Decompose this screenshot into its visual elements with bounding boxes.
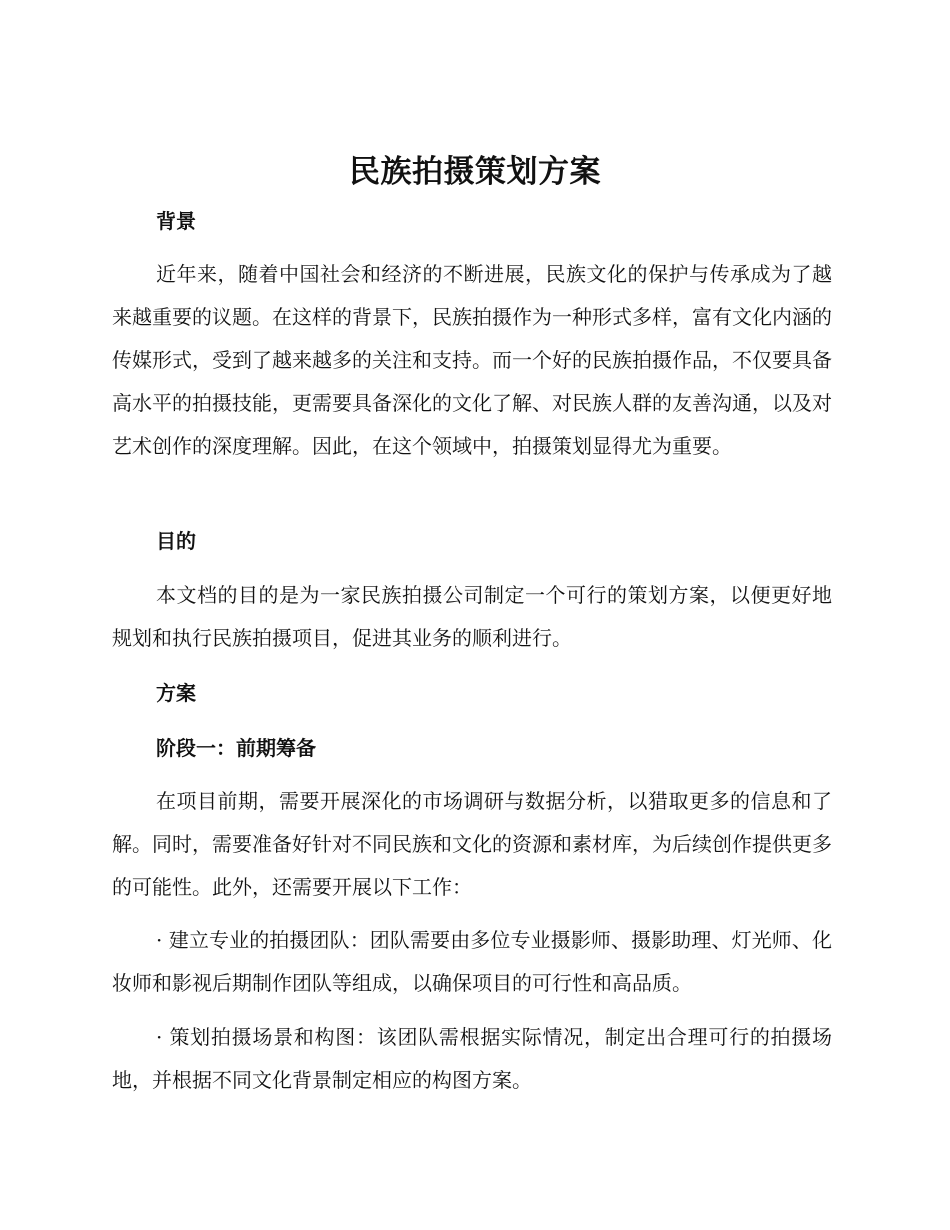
bullet-item-team: · 建立专业的拍摄团队：团队需要由多位专业摄影师、摄影助理、灯光师、化妆师和影视后期制作团队等组成，以确保项目的可行性和高品质。: [112, 928, 832, 995]
section-heading-background: 背景: [156, 209, 196, 233]
subsection-heading-phase1: 阶段一：前期筹备: [156, 736, 316, 760]
paragraph-background: 近年来，随着中国社会和经济的不断进展，民族文化的保护与传承成为了越来越重要的议题。在这样的背景下，民族拍摄作为一种形式多样，富有文化内涵的传媒形式，受到了越来越多的关注和支持。而一个好的民族拍摄作品，不仅要具备高水平的拍摄技能，更需要具备深化的文化了解、对民族人群的友善沟通，以及对艺术创作的深度理解。因此，在这个领域中，拍摄策划显得尤为重要。: [112, 262, 832, 458]
document-title: 民族拍摄策划方案: [349, 154, 601, 190]
paragraph-purpose: 本文档的目的是为一家民族拍摄公司制定一个可行的策划方案，以便更好地规划和执行民族拍摄项目，促进其业务的顺利进行。: [112, 583, 832, 650]
bullet-item-scenes: · 策划拍摄场景和构图：该团队需根据实际情况，制定出合理可行的拍摄场地，并根据不同文化背景制定相应的构图方案。: [112, 1025, 832, 1092]
section-heading-plan: 方案: [156, 681, 196, 705]
paragraph-phase1: 在项目前期，需要开展深化的市场调研与数据分析，以猎取更多的信息和了解。同时，需要准备好针对不同民族和文化的资源和素材库，为后续创作提供更多的可能性。此外，还需要开展以下工作：: [112, 789, 832, 899]
section-heading-purpose: 目的: [156, 529, 196, 553]
